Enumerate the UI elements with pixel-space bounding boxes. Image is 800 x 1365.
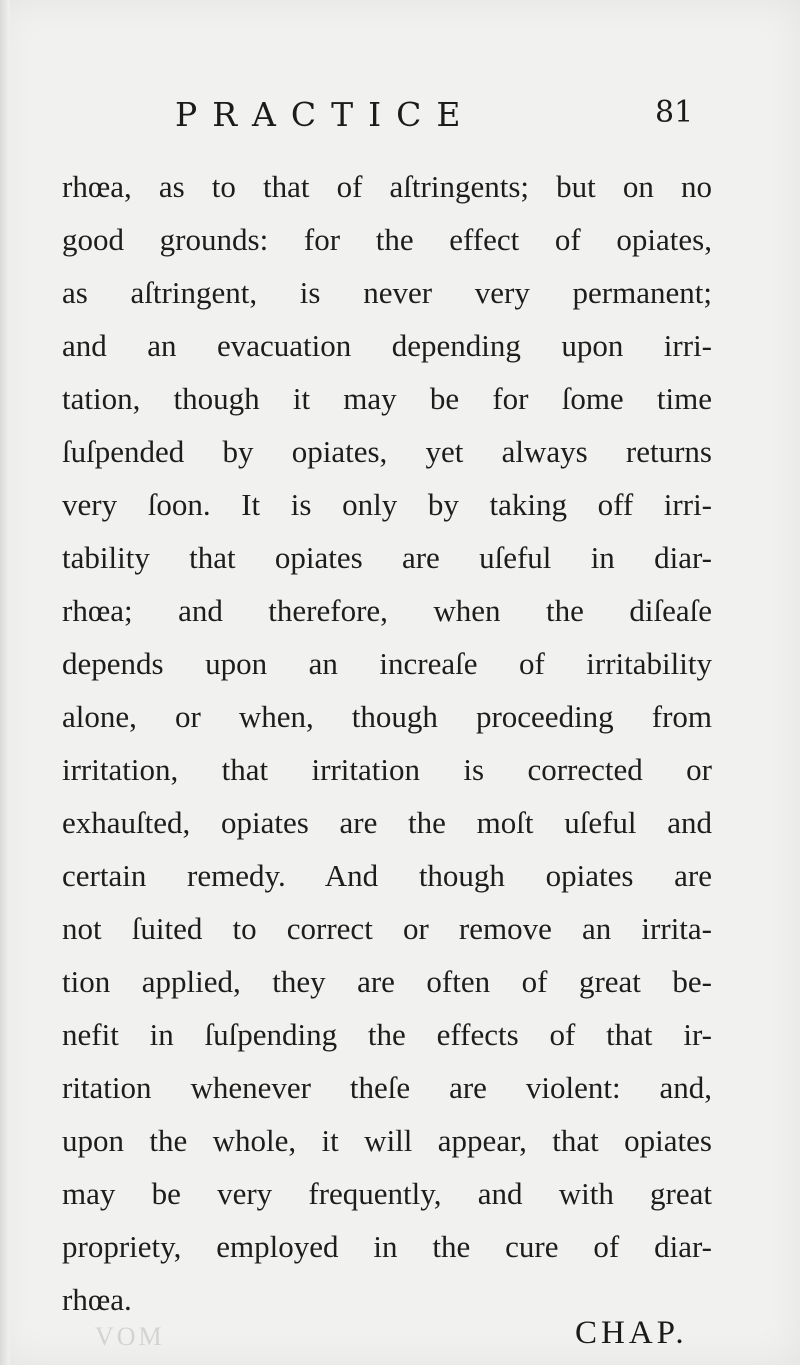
text-line: nefit in ſuſpending the effects of that ir- bbox=[62, 1017, 712, 1052]
text-line: exhauſted, opiates are the moſt uſeful and bbox=[62, 805, 712, 840]
text-line: depends upon an increaſe of irritability bbox=[62, 646, 712, 681]
text-line: tability that opiates are uſeful in diar- bbox=[62, 540, 712, 575]
text-line: not ſuited to correct or remove an irrita- bbox=[62, 911, 712, 946]
text-line: alone, or when, though proceeding from bbox=[62, 699, 712, 734]
text-line: may be very frequently, and with great bbox=[62, 1176, 712, 1211]
page-number: 81 bbox=[655, 95, 694, 130]
text-line: very ſoon. It is only by taking off irri- bbox=[62, 487, 712, 522]
text-line: irritation, that irritation is corrected or bbox=[62, 752, 712, 787]
text-line: and an evacuation depending upon irri- bbox=[62, 328, 712, 363]
text-line: certain remedy. And though opiates are bbox=[62, 858, 712, 893]
text-line: rhœa, as to that of aſtringents; but on no bbox=[62, 169, 712, 204]
text-line: tation, though it may be for ſome time bbox=[62, 381, 712, 416]
running-head: PRACTICE bbox=[175, 95, 476, 134]
body-text bbox=[62, 160, 712, 1326]
page-gutter-shadow bbox=[0, 0, 10, 1365]
text-line: rhœa; and therefore, when the diſeaſe bbox=[62, 593, 712, 628]
page-header bbox=[0, 95, 800, 145]
text-line: good grounds: for the effect of opiates, bbox=[62, 222, 712, 257]
text-line: propriety, employed in the cure of diar- bbox=[62, 1229, 712, 1264]
text-line: tion applied, they are often of great be- bbox=[62, 964, 712, 999]
text-line: upon the whole, it will appear, that opiates bbox=[62, 1123, 712, 1158]
text-line: ſuſpended by opiates, yet always returns bbox=[62, 434, 712, 469]
catchword: CHAP. bbox=[575, 1315, 688, 1351]
text-line: as aſtringent, is never very permanent; bbox=[62, 275, 712, 310]
text-line-last: rhœa. bbox=[62, 1282, 132, 1317]
text-line: ritation whenever theſe are violent: and, bbox=[62, 1070, 712, 1105]
bleed-through-text: VOM bbox=[95, 1322, 165, 1351]
